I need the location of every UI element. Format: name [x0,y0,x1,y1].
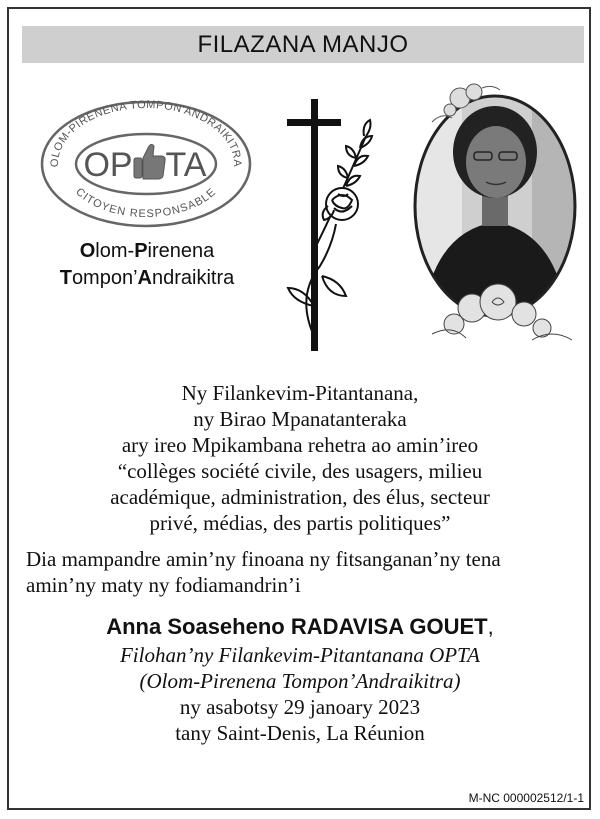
thumbs-up-icon [134,144,165,179]
message-line-1: Ny Filankevim-Pitantanana, [181,381,419,405]
deceased-role-line-2: (Olom-Pirenena Tompon’Andraikitra) [139,669,461,693]
organization-name [34,238,260,292]
logo-center-left: OP [83,146,133,184]
date-of-death: ny asabotsy 29 janoary 2023 [179,695,421,719]
message-line-6: privé, médias, des partis politiques” [149,511,451,535]
announcement-line-2: amin’ny maty ny fodiamandrin’i [26,573,301,597]
opta-logo [36,92,256,232]
deceased-name-line [26,612,574,642]
organization-name-line2: Tompon’Andraikitra [59,267,235,289]
announcement-line-1: Dia mampandre amin’ny finoana ny fitsanganan’ny tena [26,547,501,571]
place-of-death: tany Saint-Denis, La Réunion [175,721,425,745]
logo-ring-bottom-text: CITOYEN RESPONSABLE [73,185,219,221]
notice-title: FILAZANA MANJO [197,30,409,58]
deceased-role-line-1: Filohan’ny Filankevim-Pitantanana OPTA [119,643,481,667]
notice-header [22,26,584,63]
svg-text:CITOYEN RESPONSABLE [73,186,218,220]
message-line-2: ny Birao Mpanatanteraka [193,407,407,431]
message-line-3: ary ireo Mpikambana rehetra ao amin’ireo [121,433,479,457]
message-line-5: académique, administration, des élus, secteur [110,485,490,509]
deceased-portrait [402,82,588,354]
logo-center-right: TA [165,146,207,184]
deceased-name: Anna Soaseheno RADAVISA GOUET [106,614,488,639]
message-line-4: “collèges société civile, des usagers, milieu [117,459,483,483]
logo-ring-top-text: OLOM-PIRENENA TOMPON'ANDRAIKITRA [48,98,244,168]
notice-body [26,380,574,746]
deceased-name-comma: , [487,614,494,639]
reference-number: M-NC 000002512/1-1 [468,791,584,805]
organization-name-line1: Olom-Pirenena [79,240,215,262]
cross-with-flowers-icon [276,96,388,352]
